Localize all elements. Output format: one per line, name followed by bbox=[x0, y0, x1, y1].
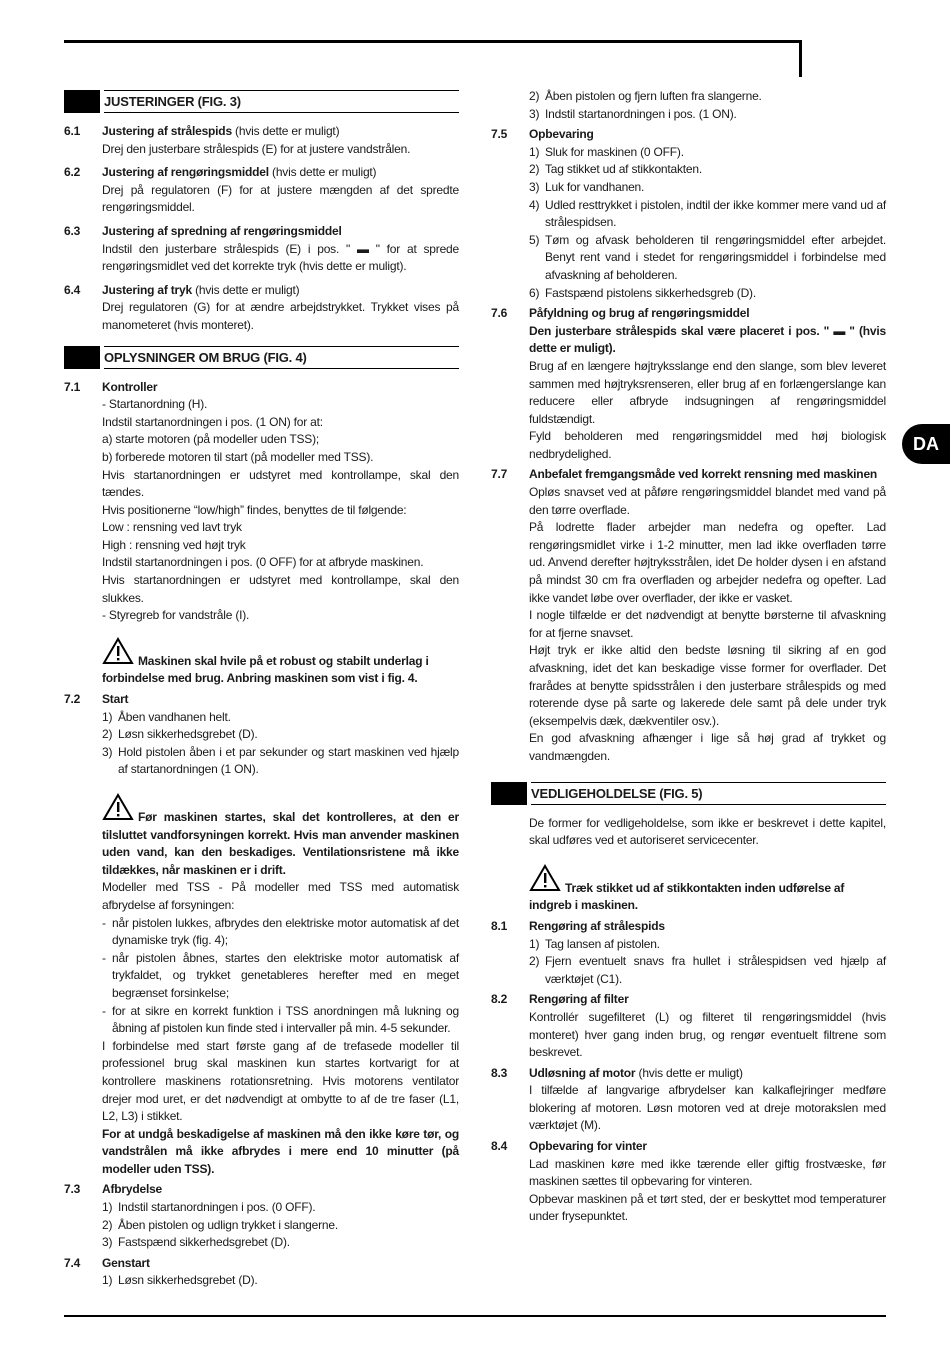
detergent-fill-text: Fyld beholderen med rengøringsmiddel med høj biologisk nedbrydelighed. bbox=[529, 429, 886, 461]
subsection-number: 6.1 bbox=[64, 124, 81, 138]
list-item bbox=[529, 232, 886, 285]
body-line: a) starte motoren (på modeller uden TSS); bbox=[102, 432, 320, 447]
subsection-7-7 bbox=[491, 466, 886, 484]
section-8-header bbox=[491, 782, 886, 805]
list-number: 2) bbox=[102, 1217, 113, 1232]
list-item bbox=[102, 726, 459, 744]
list-text: Udled resttrykket i pistolen, indtil der ikke kommer mere vand ud af strålespidsen. bbox=[545, 197, 886, 230]
body-paragraph: Opløs snavset ved at påføre rengøringsmiddel blandet med vand på den tørre overflade. bbox=[529, 485, 886, 517]
list-text: for at sikre en korrekt funktion i TSS anordningen må lukning og åbning af pistolen kun finde sted i intervaller på min. 4-5 sekunder. bbox=[112, 1003, 459, 1036]
subsection-title: Opbevaring bbox=[529, 127, 594, 142]
section-8-intro: De former for vedligeholdelse, som ikke er beskrevet i dette kapitel, skal udføres ved et autoriseret servicecenter. bbox=[529, 815, 886, 848]
subsection-8-1-steps bbox=[529, 936, 886, 989]
subsection-title: Start bbox=[102, 692, 129, 707]
subsection-number: 7.1 bbox=[64, 379, 81, 394]
subsection-6-2 bbox=[64, 164, 459, 182]
list-item bbox=[102, 915, 459, 950]
list-item bbox=[102, 1199, 459, 1217]
subsection-title-text: Justering af tryk bbox=[102, 282, 192, 297]
list-number: 3) bbox=[529, 179, 540, 194]
list-text: Tag lansen af pistolen. bbox=[545, 936, 660, 951]
subsection-note: (hvis dette er muligt) bbox=[268, 165, 377, 180]
list-item bbox=[529, 88, 886, 106]
list-item bbox=[529, 106, 886, 124]
subsection-number: 7.7 bbox=[491, 467, 508, 482]
list-number: 5) bbox=[529, 232, 540, 247]
list-text: Luk for vandhanen. bbox=[545, 179, 645, 194]
subsection-title: Rengøring af strålespids bbox=[529, 918, 665, 933]
list-item bbox=[102, 1217, 459, 1235]
subsection-title bbox=[102, 164, 376, 182]
list-text: når pistolen lukkes, afbrydes den elektriske motor automatisk af det dynamiske tryk (fig. 4); bbox=[112, 915, 459, 948]
list-text: Løsn sikkerhedsgrebet (D). bbox=[118, 727, 258, 742]
subsection-number: 7.2 bbox=[64, 692, 81, 707]
subsection-text: Drej regulatoren (G) for at ændre arbejdstrykket. Trykket vises på manometeret (hvis monteret). bbox=[102, 300, 459, 332]
right-column bbox=[491, 88, 886, 1226]
subsection-8-1 bbox=[491, 918, 886, 936]
subsection-7-5 bbox=[491, 126, 886, 144]
subsection-7-4 bbox=[64, 1255, 459, 1273]
list-item bbox=[529, 936, 886, 954]
subsection-number: 8.1 bbox=[491, 918, 508, 933]
dash: - bbox=[102, 1003, 106, 1018]
body-line: - Startanordning (H). bbox=[102, 397, 208, 412]
list-number: 2) bbox=[529, 954, 540, 969]
motor-release-text: I tilfælde af langvarige afbrydelser kan kalkaflejringer medføre blokering af motoren. Løsn motoren ved at dreje motorakslen med værktøjet (M). bbox=[529, 1083, 886, 1133]
warning-text: Træk stikket ud af stikkontakten inden udførelse af indgreb i maskinen. bbox=[529, 880, 845, 913]
spacer bbox=[64, 217, 459, 220]
list-number: 2) bbox=[102, 727, 113, 742]
dash: - bbox=[102, 915, 106, 930]
list-number: 1) bbox=[102, 709, 113, 724]
list-item bbox=[529, 953, 886, 988]
list-number: 2) bbox=[529, 162, 540, 177]
list-number: 3) bbox=[102, 744, 113, 759]
list-item bbox=[529, 285, 886, 303]
body-line: Indstil startanordningen i pos. (1 ON) for at: bbox=[102, 414, 323, 429]
warning-icon bbox=[102, 637, 134, 671]
subsection-title bbox=[102, 282, 299, 300]
top-rule bbox=[64, 40, 802, 43]
subsection-number: 8.4 bbox=[491, 1139, 508, 1154]
list-text: Fastspænd sikkerhedsgrebet (D). bbox=[118, 1235, 290, 1250]
list-item bbox=[529, 161, 886, 179]
list-text: når pistolen åbnes, startes den elektriske motor automatisk af trykfaldet, og trykket genetableres herefter med en meget begrænset forsinkelse; bbox=[112, 950, 459, 1000]
list-text: Åben pistolen og udlign trykket i slangerne. bbox=[118, 1217, 339, 1232]
subsection-7-7-body bbox=[529, 484, 886, 766]
tss-list bbox=[102, 915, 459, 1038]
subsection-title: Kontroller bbox=[102, 379, 158, 394]
section-7-header bbox=[64, 346, 459, 369]
section-7-title: OPLYSNINGER OM BRUG (FIG. 4) bbox=[104, 346, 459, 369]
body-paragraph: En god afvaskning afhænger i lige så høj grad af trykket og vandmængden. bbox=[529, 731, 886, 763]
body-line: Low : rensning ved lavt tryk bbox=[102, 520, 242, 535]
subsection-title: Anbefalet fremgangsmåde ved korrekt rensning med maskinen bbox=[529, 467, 878, 482]
body-line: - Styregreb for vandstråle (I). bbox=[102, 608, 250, 623]
subsection-7-1 bbox=[64, 379, 459, 397]
warning-7-1 bbox=[102, 637, 459, 688]
list-item bbox=[529, 144, 886, 162]
subsection-title-text: Justering af spredning af rengøringsmiddel bbox=[102, 223, 342, 238]
list-number: 3) bbox=[102, 1235, 113, 1250]
dry-run-note: For at undgå beskadigelse af maskinen må den ikke køre tør, og vandstrålen må ikke afbrydes i mere end 10 minutter (på modeller uden TSS). bbox=[102, 1126, 459, 1176]
subsection-7-3 bbox=[64, 1181, 459, 1199]
left-column bbox=[64, 90, 459, 1290]
list-item bbox=[102, 1234, 459, 1252]
warning-7-2 bbox=[102, 793, 459, 879]
subsection-7-1-body bbox=[102, 396, 459, 625]
detergent-hose-text: Brug af en længere højtryksslange end den slange, som blev leveret sammen med højtryksrenseren, eller brug af en forlængerslange kan reducere eller afbryde indsugningen af rengøringsmiddel fuldstændigt. bbox=[529, 358, 886, 426]
subsection-number: 7.4 bbox=[64, 1255, 81, 1270]
subsection-number: 7.5 bbox=[491, 127, 508, 142]
top-rule-tick bbox=[799, 40, 802, 77]
list-item bbox=[102, 950, 459, 1003]
subsection-7-2 bbox=[64, 691, 459, 709]
body-paragraph: I nogle tilfælde er det nødvendigt at benytte børsterne til afvaskning for at fjerne snavset. bbox=[529, 608, 886, 640]
list-text: Indstil startanordningen i pos. (0 OFF). bbox=[118, 1200, 316, 1215]
section-8-title: VEDLIGEHOLDELSE (FIG. 5) bbox=[531, 782, 886, 805]
subsection-number: 6.4 bbox=[64, 282, 81, 297]
subsection-6-4 bbox=[64, 282, 459, 300]
section-block bbox=[491, 782, 527, 805]
subsection-note: (hvis dette er muligt) bbox=[191, 282, 300, 297]
winter-text-2: Opbevar maskinen på et tørt sted, der er beskyttet mod temperaturer under frysepunktet. bbox=[529, 1191, 886, 1224]
language-tab: DA bbox=[902, 424, 950, 464]
subsection-number: 6.3 bbox=[64, 223, 81, 238]
list-number: 4) bbox=[529, 197, 540, 212]
subsection-title bbox=[102, 223, 342, 241]
list-number: 3) bbox=[529, 106, 540, 121]
section-6-items bbox=[64, 123, 459, 338]
section-block bbox=[64, 90, 100, 113]
list-text: Tag stikket ud af stikkontakten. bbox=[545, 162, 703, 177]
subsection-7-3-steps bbox=[102, 1199, 459, 1252]
subsection-number: 8.3 bbox=[491, 1065, 508, 1080]
subsection-title: Udløsning af motor bbox=[529, 1065, 636, 1080]
body-line: Hvis positionerne “low/high” findes, benyttes de til følgende: bbox=[102, 502, 407, 517]
warning-icon bbox=[529, 864, 561, 898]
subsection-8-4 bbox=[491, 1138, 886, 1156]
list-item bbox=[102, 744, 459, 779]
subsection-6-1 bbox=[64, 123, 459, 141]
list-text: Fastspænd pistolens sikkerhedsgreb (D). bbox=[545, 285, 756, 300]
subsection-text: Drej på regulatoren (F) for at justere mængden af det spredte rengøringsmiddel. bbox=[102, 182, 459, 215]
list-text: Indstil startanordningen i pos. (1 ON). bbox=[545, 106, 737, 121]
list-number: 2) bbox=[529, 89, 540, 103]
subsection-text: Indstil den justerbare strålespids (E) i pos. " ▬ " for at sprede rengøringsmidlet ved det korrekte tryk (hvis dette er muligt). bbox=[102, 241, 459, 274]
warning-8 bbox=[529, 864, 886, 915]
list-number: 1) bbox=[102, 1200, 113, 1215]
subsection-number: 8.2 bbox=[491, 992, 508, 1007]
body-line: b) forberede motoren til start (på modeller med TSS). bbox=[102, 449, 374, 464]
subsection-note: (hvis dette er muligt) bbox=[635, 1065, 743, 1080]
list-text: Tøm og afvask beholderen til rengøringsmiddel efter arbejdet. Benyt rent vand i stedet for rengøringsmiddel i forbindelse med afvaskning af beholderen. bbox=[545, 232, 886, 282]
body-paragraph: På lodrette flader arbejder man nedefra og opefter. Lad rengøringsmidlet virke i 1-2 minutter, men lad ikke overfladen tørre ud. Anvend derefter højtryksstrålen, idet De holder dysen i en afstand på mindst 30 cm fra overfladen og arbejder nedefra og opefter. Lad ikke vandet løbe over overflader, der ikke er vasket. bbox=[529, 520, 886, 605]
subsection-title: Påfyldning og brug af rengøringsmiddel bbox=[529, 306, 750, 321]
list-item bbox=[102, 1272, 459, 1290]
subsection-6-3 bbox=[64, 223, 459, 241]
list-item bbox=[529, 197, 886, 232]
bottom-rule bbox=[64, 1315, 886, 1317]
subsection-title: Afbrydelse bbox=[102, 1182, 163, 1197]
subsection-text: Drej den justerbare strålespids (E) for at justere vandstrålen. bbox=[102, 141, 411, 156]
subsection-title: Opbevaring for vinter bbox=[529, 1139, 647, 1154]
list-number: 1) bbox=[529, 144, 540, 159]
subsection-7-2-steps bbox=[102, 709, 459, 779]
warning-text: Maskinen skal hvile på et robust og stabilt underlag i forbindelse med brug. Anbring maskinen som vist i fig. 4. bbox=[102, 653, 429, 686]
subsection-number: 6.2 bbox=[64, 165, 81, 180]
subsection-7-4-steps-cont bbox=[529, 88, 886, 123]
subsection-8-2 bbox=[491, 991, 886, 1009]
subsection-number: 7.6 bbox=[491, 306, 508, 321]
list-number: 6) bbox=[529, 285, 540, 300]
list-text: Sluk for maskinen (0 OFF). bbox=[545, 144, 684, 159]
warning-text: Før maskinen startes, skal det kontrolleres, at den er tilsluttet vandforsyningen korrekt. Hvis man anvender maskinen uden vand, kan den beskadiges. Ventilationsristene må ikke tildækkes, når maskinen er i drift. bbox=[102, 810, 459, 877]
subsection-7-6 bbox=[491, 305, 886, 323]
body-line: Indstil startanordningen i pos. (0 OFF) for at afbryde maskinen. bbox=[102, 555, 424, 570]
subsection-7-4-steps bbox=[102, 1272, 459, 1290]
list-text: Løsn sikkerhedsgrebet (D). bbox=[118, 1273, 258, 1288]
subsection-note: (hvis dette er muligt) bbox=[231, 124, 340, 138]
filter-text: Kontrollér sugefilteret (L) og filteret til rengøringsmiddel (hvis monteret) hver gang inden brug, og rengør eventuelt filtrene som beskrevet. bbox=[529, 1009, 886, 1060]
subsection-title bbox=[102, 123, 339, 141]
list-text: Hold pistolen åben i et par sekunder og start maskinen ved hjælp af startanordningen (1 ON). bbox=[118, 744, 459, 777]
section-6-title: JUSTERINGER (FIG. 3) bbox=[104, 90, 459, 113]
subsection-7-5-steps bbox=[529, 144, 886, 302]
dash: - bbox=[102, 950, 106, 965]
subsection-title: Rengøring af filter bbox=[529, 992, 629, 1007]
list-text: Åben pistolen og fjern luften fra slangerne. bbox=[545, 89, 762, 103]
list-item bbox=[529, 179, 886, 197]
winter-text-1: Lad maskinen køre med ikke tærende eller giftig frostvæske, før maskinen sættes til opbevaring for vinteren. bbox=[529, 1156, 886, 1189]
body-paragraph: Højt tryk er ikke altid den bedste løsning til sikring af en god afvaskning, idet det kan beskadige visse former for overflader. Det frarådes at benytte spidsstrålen i den justerbare strålespids og med roterende dyse på sarte og lakerede dele samt på dele under tryk (eksempelvis dæk, dækventiler osv.). bbox=[529, 643, 886, 728]
section-6-header bbox=[64, 90, 459, 113]
list-text: Fjern eventuelt snavs fra hullet i strålespidsen ved hjælp af værktøjet (C1). bbox=[545, 954, 886, 986]
subsection-title-text: Justering af rengøringsmiddel bbox=[102, 165, 269, 180]
tss-intro: Modeller med TSS - På modeller med TSS med automatisk afbrydelse af forsyningen: bbox=[102, 880, 459, 912]
list-text: Åben vandhanen helt. bbox=[118, 709, 231, 724]
subsection-8-3 bbox=[491, 1065, 886, 1083]
three-phase-text: I forbindelse med start første gang af de trefasede modeller til professionel brug skal maskinen kun startes kortvarigt for at kontrollere maskinens rotationsretning. Hvis motorens ventilator drejer mod uret, er det nødvendigt at ombytte to af de tre faser (L1, L2, L3) i stikket. bbox=[102, 1038, 459, 1124]
subsection-title-text: Justering af strålespids bbox=[102, 124, 232, 138]
list-item bbox=[102, 709, 459, 727]
detergent-nozzle-note: Den justerbare strålespids skal være placeret i pos. " ▬ " (hvis dette er muligt). bbox=[529, 323, 886, 356]
section-block bbox=[64, 346, 100, 369]
subsection-title: Genstart bbox=[102, 1255, 150, 1270]
body-line: Hvis startanordningen er udstyret med kontrollampe, skal den slukkes. bbox=[102, 573, 459, 605]
list-item bbox=[102, 1003, 459, 1038]
spacer bbox=[64, 158, 459, 161]
list-number: 1) bbox=[529, 936, 540, 951]
body-line: High : rensning ved højt tryk bbox=[102, 537, 246, 552]
body-line: Hvis startanordningen er udstyret med kontrollampe, skal den tændes. bbox=[102, 467, 459, 500]
list-number: 1) bbox=[102, 1273, 113, 1288]
spacer bbox=[64, 276, 459, 279]
warning-icon bbox=[102, 793, 134, 827]
subsection-number: 7.3 bbox=[64, 1182, 81, 1197]
